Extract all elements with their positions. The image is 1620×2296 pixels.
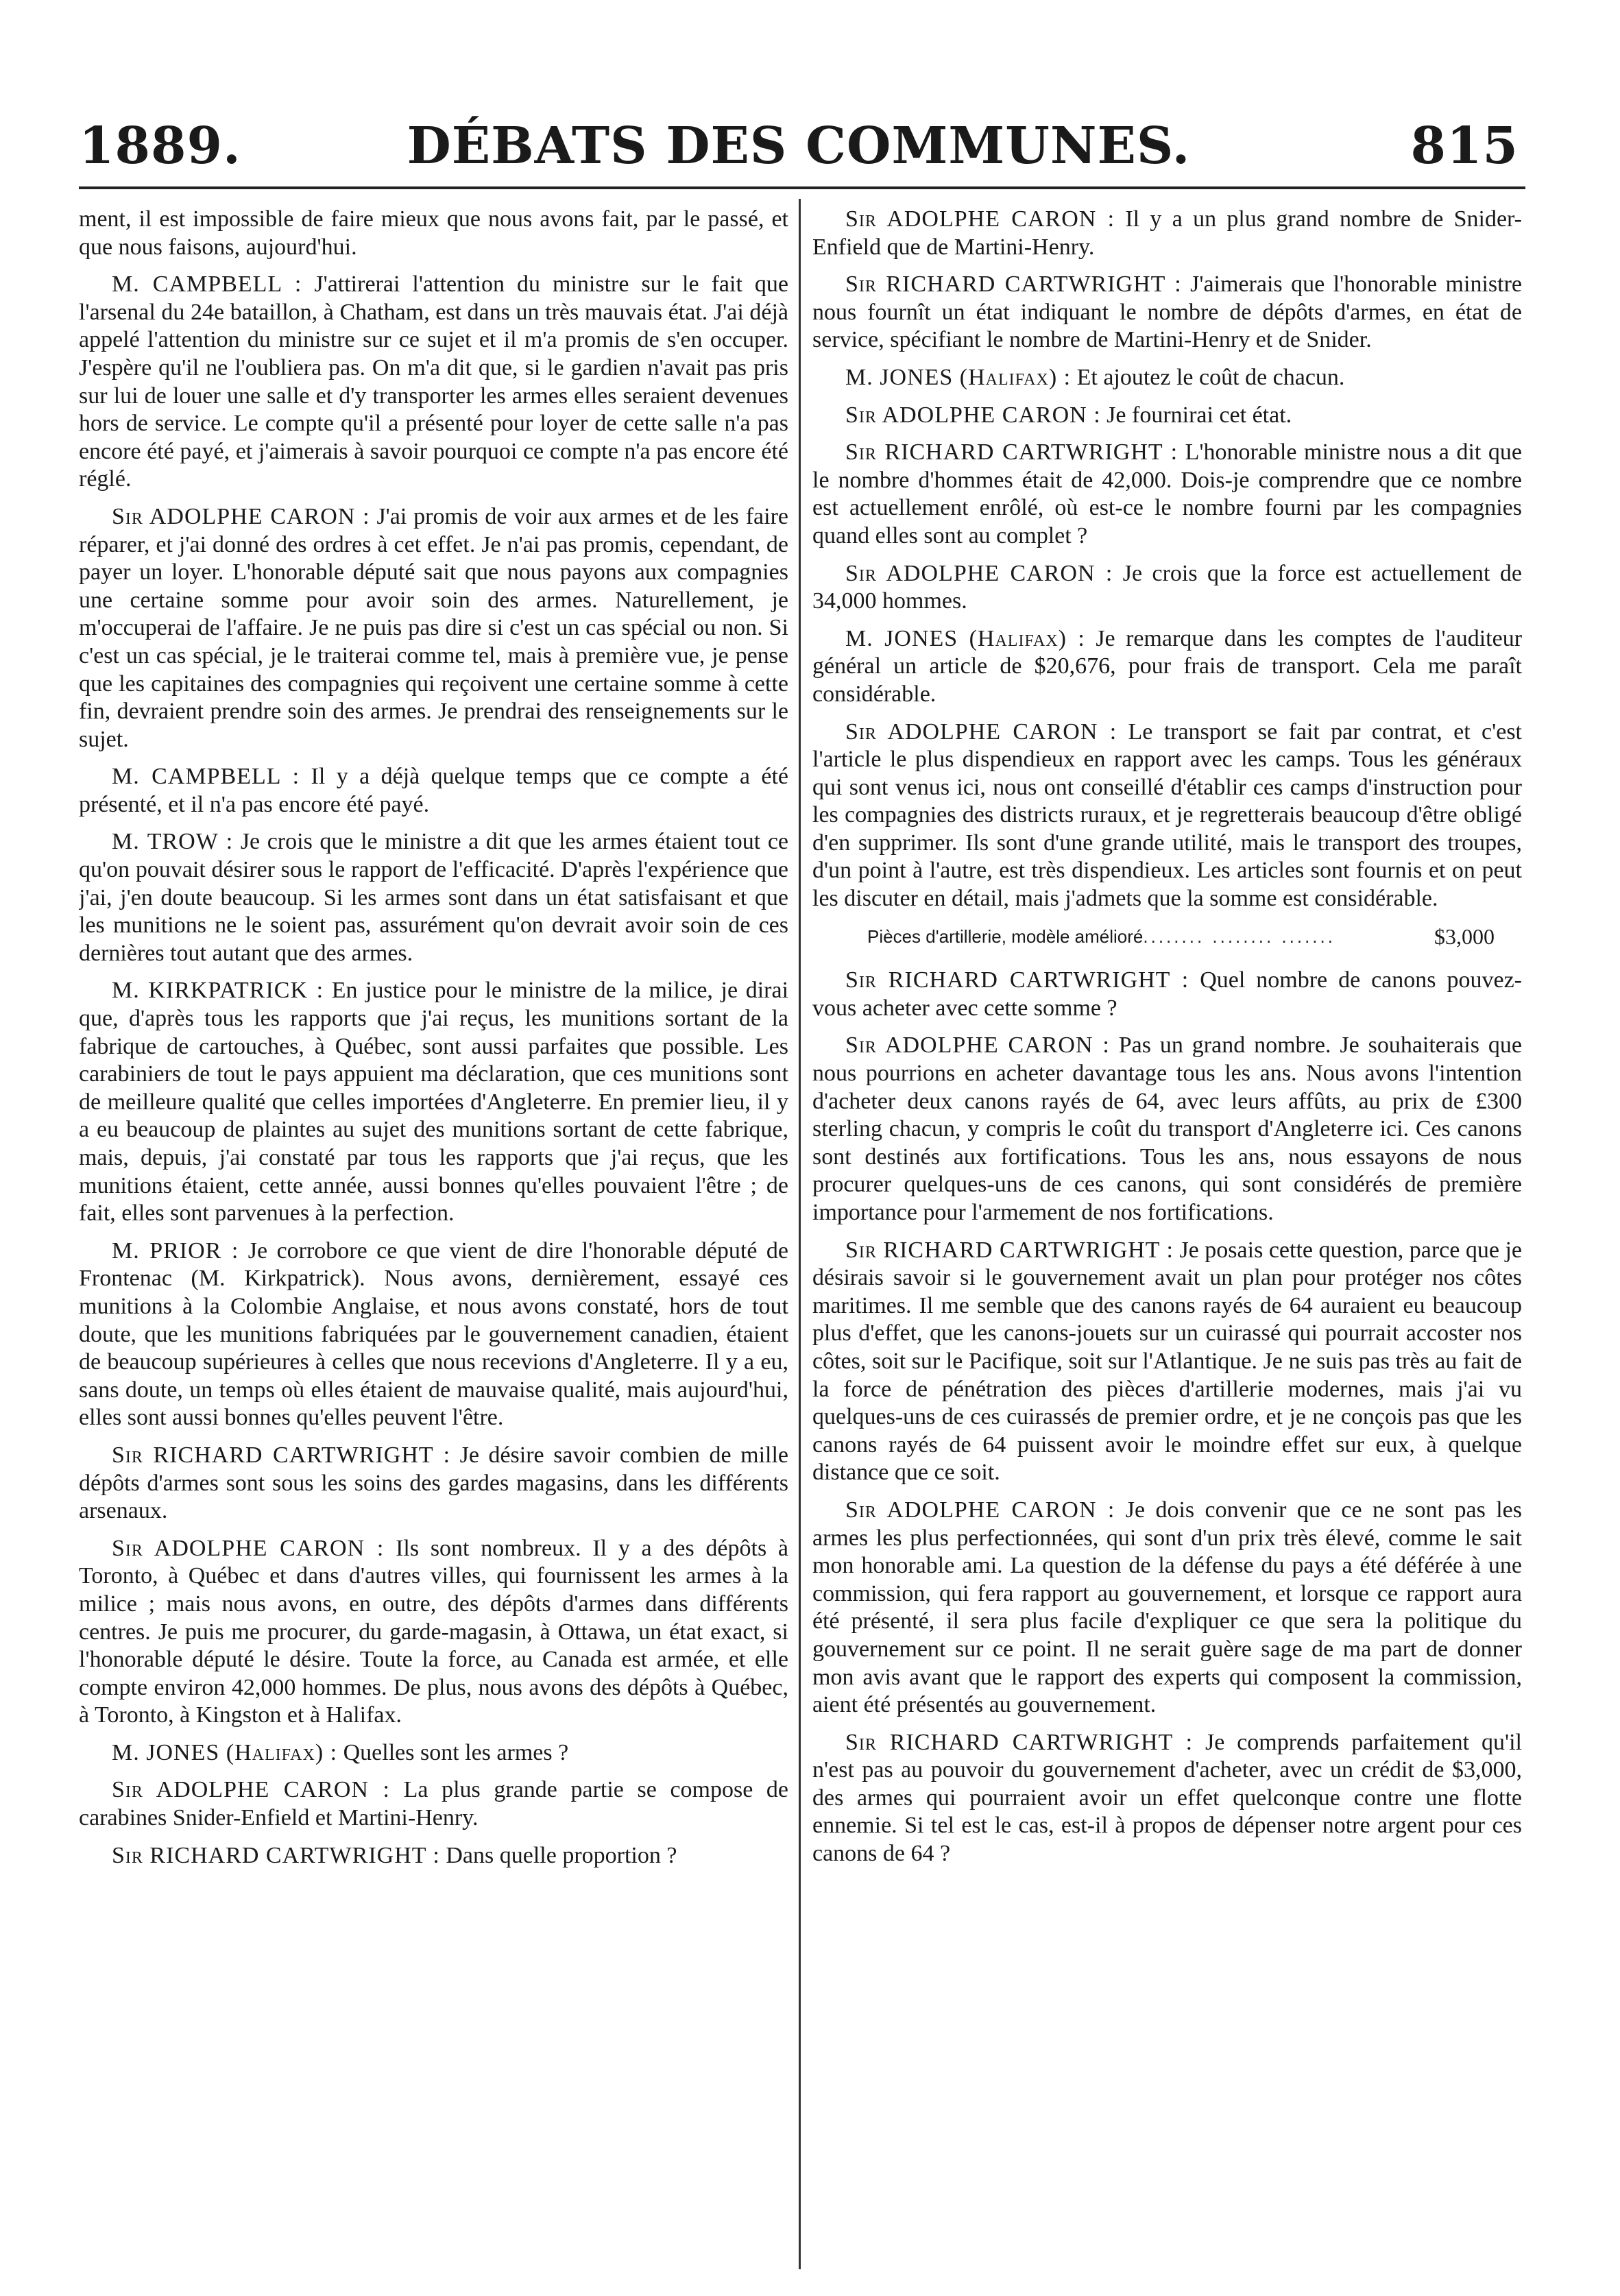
paragraph-text: Je comprends parfaitement qu'il n'est pas au pouvoir du gouvernement d'acheter, avec un crédit de $3,000, des armes qui pourraient avoir un effet quelconque contre une flotte ennemie. Si tel est le cas, est-il à propos de dépenser notre argent pour ces canons de 64 ? <box>812 1729 1522 1867</box>
paragraph <box>79 1776 788 1832</box>
speaker-name: Sir RICHARD CARTWRIGHT : <box>845 1237 1174 1263</box>
speaker-name: Sir ADOLPHE CARON : <box>112 1535 385 1561</box>
speaker-name: Sir RICHARD CARTWRIGHT : <box>845 1729 1194 1755</box>
speaker-name: Sir ADOLPHE CARON : <box>845 718 1117 745</box>
speaker-name: Sir RICHARD CARTWRIGHT : <box>845 967 1189 993</box>
paragraph-text: Il y a un plus grand nombre de Snider-Enfield que de Martini-Henry. <box>812 206 1522 260</box>
speaker-name: M. JONES (Halifax) : <box>112 1739 338 1765</box>
budget-item <box>812 923 1522 951</box>
budget-item-value: $3,000 <box>1434 923 1495 949</box>
speaker-name: M. CAMPBELL : <box>112 271 302 298</box>
speaker-name: Sir ADOLPHE CARON : <box>845 1032 1110 1059</box>
right-column <box>812 206 1522 2269</box>
speaker-name: M. JONES (Halifax) : <box>845 364 1072 390</box>
paragraph-text: Le transport se fait par contrat, et c'est l'article le plus dispendieux en rapport avec les camps. Tous les généraux qui sont venus ici, nous ont conseillé d'établir ces camps d'instruction pour les compagnies des districts ruraux, et je regretterais beaucoup d'être obligé d'en supprimer. Ils sont d'une grande utilité, mais le transport des troupes, d'un point à l'autre, est très dispendieux. Les articles sont fournis et on peut les discuter en détail, mais j'admets que la somme est considérable. <box>812 718 1522 912</box>
paragraph-text: Je remarque dans les comptes de l'auditeur général un article de $20,676, pour frais de transport. Cela me paraît considérable. <box>812 625 1522 707</box>
paragraph <box>79 1442 788 1525</box>
paragraph <box>79 206 788 261</box>
paragraph-text: Dans quelle proportion ? <box>446 1842 677 1868</box>
column-divider <box>799 199 801 2269</box>
paragraph <box>79 1237 788 1432</box>
budget-item-label: Pièces d'artillerie, modèle amélioré <box>867 926 1144 947</box>
paragraph-text: En justice pour le ministre de la milice, je dirai que, d'après tous les rapports que j'ai reçus, les munitions sortant de la fabrique de cartouches, à Québec, sont aussi parfaites que possible. Les carabiniers de tout le pays appuient ma déclaration, que ces munitions sont de meilleure qualité que celles importées d'Angleterre. En premier lieu, il y a eu beaucoup de plaintes au sujet des munitions sortant de cette fabrique, mais, depuis, j'ai constaté par tous les rapports que j'ai reçus, que les munitions étaient, cette année, aussi bonnes qu'elles pouvaient l'être ; de fait, elles sont parvenues à la perfection. <box>79 978 788 1226</box>
paragraph <box>79 1842 788 1870</box>
paragraph <box>812 1237 1522 1487</box>
speaker-name: M. JONES (Halifax) : <box>845 625 1085 651</box>
paragraph-text: Je posais cette question, parce que je désirais savoir si le gouvernement avait un plan pour protéger nos côtes maritimes. Il me semble que des canons rayés de 64 auraient eu beaucoup plus d'effet, que les canons-jouets sur un cuirassé qui pourrait accoster nos côtes, soit sur le Pacifique, soit sur l'Atlantique. Je ne suis pas très au fait de la force de pénétration des pièces d'artillerie modernes, mais j'ai vu quelques-uns de ces cuirassés de premier ordre, et je ne conçois pas que les canons rayés de 64 puissent avoir le moindre effet sur eux, à quelque distance que ce soit. <box>812 1237 1522 1486</box>
speaker-name: Sir ADOLPHE CARON : <box>112 1777 390 1803</box>
paragraph-text: Je fournirai cet état. <box>1107 402 1292 428</box>
speaker-name: M. CAMPBELL : <box>112 764 300 790</box>
speaker-name: M. TROW : <box>112 829 234 855</box>
paragraph <box>79 828 788 967</box>
speaker-name: Sir RICHARD CARTWRIGHT : <box>112 1842 440 1868</box>
paragraph <box>79 1739 788 1767</box>
paragraph-text: Quelles sont les armes ? <box>343 1739 569 1765</box>
speaker-name: Sir ADOLPHE CARON : <box>845 402 1101 428</box>
paragraph <box>812 967 1522 1022</box>
paragraph <box>812 560 1522 616</box>
paragraph-text: L'honorable ministre nous a dit que le nombre d'hommes était de 42,000. Dois-je comprendre que ce nombre est actuellement enrôlé, où est-ce le nombre fourni par les compagnies quand elles sont au complet ? <box>812 439 1522 548</box>
paragraph <box>812 1032 1522 1226</box>
right-column-bottom <box>812 967 1522 1868</box>
paragraph-text: Je crois que la force est actuellement de 34,000 hommes. <box>812 560 1522 614</box>
speaker-name: M. PRIOR : <box>112 1237 239 1264</box>
speaker-name: Sir ADOLPHE CARON : <box>845 560 1113 586</box>
header-page-number: 815 <box>1410 117 1519 176</box>
paragraph-text: J'attirerai l'attention du ministre sur le fait que l'arsenal du 24e bataillon, à Chatham, est dans un très mauvais état. J'ai déjà appelé l'attention du ministre sur ce sujet et il m'a promis de s'en occuper. J'espère qu'il ne l'oubliera pas. On m'a dit que, si le gardien n'avait pas pris sur lui de louer une salle et d'y transporter les armes elles seraient devenues hors de service. Le compte qu'il a présenté pour loyer de cette salle n'a pas encore été payé, et j'aimerais à savoir pourquoi ce compte n'a pas encore été réglé. <box>79 271 788 492</box>
paragraph <box>79 503 788 753</box>
paragraph <box>79 977 788 1227</box>
speaker-name: M. KIRKPATRICK : <box>112 978 324 1004</box>
page-header <box>79 117 1519 185</box>
paragraph <box>812 206 1522 261</box>
speaker-name: Sir ADOLPHE CARON : <box>845 206 1115 232</box>
paragraph-text: J'ai promis de voir aux armes et de les faire réparer, et j'ai donné des ordres à cet effet. Je n'ai pas promis, cependant, de payer un loyer. L'honorable député sait que nous payons aux compagnies une certaine somme pour avoir soin des armes. Naturellement, je m'occuperai de l'affaire. Je ne puis pas dire si c'est un cas spécial ou non. Si c'est un cas spécial, je le traiterai comme tel, mais à première vue, je pense que les capitaines des compagnies qui reçoivent une certaine somme à cette fin, devraient prendre soin des armes. Je prendrai des renseignements sur le sujet. <box>79 503 788 752</box>
paragraph-text: Je crois que le ministre a dit que les armes étaient tout ce qu'on pouvait désirer sous le rapport de l'efficacité. D'après l'expérience que j'ai, j'en doute beaucoup. Si les armes sont dans un état satisfaisant et que les munitions ne le soient pas, assurément qu'on devrait avoir soin de ces dernières tout autant que des armes. <box>79 829 788 966</box>
paragraph <box>812 1497 1522 1719</box>
paragraph <box>79 271 788 494</box>
paragraph-text: ment, il est impossible de faire mieux que nous avons fait, par le passé, et que nous faisons, aujourd'hui. <box>79 206 788 260</box>
paragraph <box>79 763 788 819</box>
paragraph <box>812 718 1522 913</box>
header-rule <box>79 186 1525 189</box>
speaker-name: Sir RICHARD CARTWRIGHT : <box>112 1442 451 1468</box>
speaker-name: Sir ADOLPHE CARON : <box>112 503 370 529</box>
speaker-name: Sir RICHARD CARTWRIGHT : <box>845 439 1178 466</box>
paragraph-text: Je désire savoir combien de mille dépôts d'armes sont sous les soins des gardes magasins, dans les différents arsenaux. <box>79 1442 788 1524</box>
paragraph <box>79 1535 788 1730</box>
paragraph-text: Je dois convenir que ce ne sont pas les armes les plus perfectionnées, qui sont d'un prix très élevé, comme le sait mon honorable ami. La question de la défense du pays a été déférée à une commission, qui fera rapport au gouvernement, et lorsque ce rapport aura été présenté, il sera plus facile d'expliquer ce que sera la politique du gouvernement sur ce point. Il ne serait guère sage de ma part de donner mon avis avant que le rapport des experts qui composent la commission, aient été présentés au gouvernement. <box>812 1497 1522 1718</box>
paragraph-text: Et ajoutez le coût de chacun. <box>1076 364 1345 390</box>
right-column-top <box>812 206 1522 913</box>
header-year: 1889. <box>79 117 241 176</box>
speaker-name: Sir RICHARD CARTWRIGHT : <box>845 271 1182 298</box>
paragraph <box>812 402 1522 430</box>
paragraph-text: Quel nombre de canons pouvez-vous acheter avec cette somme ? <box>812 967 1522 1021</box>
speaker-name: Sir ADOLPHE CARON : <box>845 1497 1115 1523</box>
paragraph-text: La plus grande partie se compose de carabines Snider-Enfield et Martini-Henry. <box>79 1777 788 1831</box>
left-column <box>79 206 788 2269</box>
paragraph-text: Pas un grand nombre. Je souhaiterais que nous pourrions en acheter davantage tous les ans. Nous avons l'intention d'acheter deux canons rayés de 64, avec leurs affûts, au prix de £300 sterling chacun, y compris le coût du transport d'Angleterre ici. Ces canons sont destinés aux fortifications. Tous les ans, nous essayons de nous procurer quelques-uns de ces canons, qui sont considérés de première importance pour l'armement de nos fortifications. <box>812 1032 1522 1225</box>
paragraph <box>812 271 1522 354</box>
paragraph-text: J'aimerais que l'honorable ministre nous fournît un état indiquant le nombre de dépôts d'armes, en état de service, spécifiant le nombre de Martini-Henry et de Snider. <box>812 271 1522 353</box>
budget-item-dots: ........ ........ ....... <box>1143 926 1335 947</box>
header-title: DÉBATS DES COMMUNES. <box>407 117 1191 176</box>
paragraph <box>812 364 1522 392</box>
paragraph-text: Ils sont nombreux. Il y a des dépôts à Toronto, à Québec et dans d'autres villes, qui fournissent les armes à la milice ; mais nous avons, en outre, des dépôts d'armes dans différents centres. Je puis me procurer, du garde-magasin, à Ottawa, un état exact, si l'honorable député le désire. Toute la force, au Canada est armée, et elle compte environ 42,000 hommes. De plus, nous avons des dépôts à Québec, à Toronto, à Kingston et à Halifax. <box>79 1535 788 1728</box>
paragraph <box>812 1729 1522 1868</box>
paragraph-text: Il y a déjà quelque temps que ce compte a été présenté, et il n'a pas encore été payé. <box>79 764 788 817</box>
paragraph <box>812 625 1522 709</box>
paragraph <box>812 439 1522 550</box>
paragraph-text: Je corrobore ce que vient de dire l'honorable député de Frontenac (M. Kirkpatrick). Nous avons, dernièrement, essayé ces munitions à la Colombie Anglaise, et nous avons constaté, hors de tout doute, que les munitions fabriquées par le gouvernement canadien, étaient de beaucoup supérieures à celles que nous recevions d'Angleterre. Il y a eu, sans doute, un temps où elles étaient de mauvaise qualité, mais aujourd'hui, elles sont aussi bonnes qu'elles peuvent l'être. <box>79 1237 788 1431</box>
